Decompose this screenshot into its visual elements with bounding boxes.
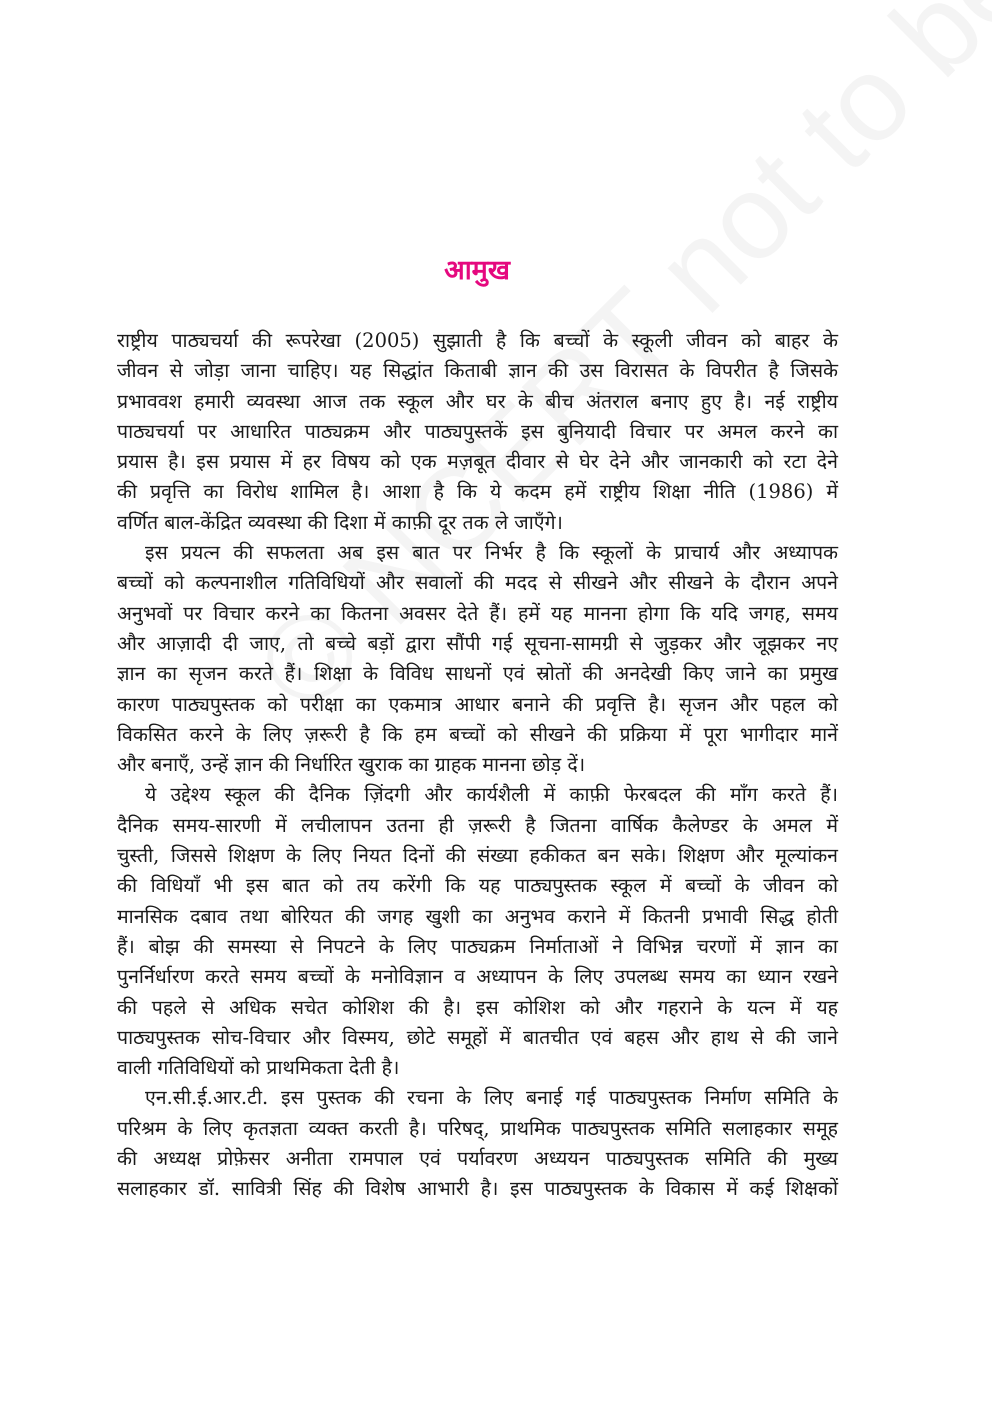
text-line: इस प्रयत्न की सफलता अब इस बात पर निर्भर है कि स्कूलों के प्राचार्य और अध्यापक [145,541,838,565]
document-body [117,326,838,1205]
text-line: वर्णित बाल-केंद्रित व्यवस्था की दिशा में काफ़ी दूर तक ले जाएँगे। [117,510,563,534]
text-line: की प्रवृत्ति का विरोध शामिल है। आशा है कि ये कदम हमें राष्ट्रीय शिक्षा नीति (1986) में [117,480,838,504]
text-line: एन.सी.ई.आर.टी. इस पुस्तक की रचना के लिए बनाई गई पाठ्यपुस्तक निर्माण समिति के [145,1086,838,1110]
text-line: राष्ट्रीय पाठ्यचर्या की रूपरेखा (2005) सुझाती है कि बच्चों के स्कूली जीवन को बाहर के [117,329,838,352]
text-line: पाठ्यपुस्तक सोच-विचार और विस्मय, छोटे समूहों में बातचीत एवं बहस और हाथ से की जाने [117,1025,838,1049]
paragraph [117,538,838,780]
text-line: हैं। बोझ की समस्या से निपटने के लिए पाठ्यक्रम निर्माताओं ने विभिन्न चरणों में ज्ञान का [117,934,838,958]
paragraph [117,326,838,538]
text-line: सलाहकार डॉ. सावित्री सिंह की विशेष आभारी है। इस पाठ्यपुस्तक के विकास में कई शिक्षकों [117,1177,838,1201]
text-line: प्रभाववश हमारी व्यवस्था आज तक स्कूल और घर के बीच अंतराल बनाए हुए है। नई राष्ट्रीय [117,389,838,413]
text-line: जीवन से जोड़ा जाना चाहिए। यह सिद्धांत किताबी ज्ञान की उस विरासत के विपरीत है जिसके [117,359,838,383]
text-line: अनुभवों पर विचार करने का कितना अवसर देते हैं। हमें यह मानना होगा कि यदि जगह, समय [117,601,838,625]
text-line: प्रयास है। इस प्रयास में हर विषय को एक मज़बूत दीवार से घेर देने और जानकारी को रटा देने [117,450,838,474]
text-line: की पहले से अधिक सचेत कोशिश की है। इस कोशिश को और गहराने के यत्न में यह [117,995,838,1019]
text-line: दैनिक समय-सारणी में लचीलापन उतना ही ज़रूरी है जितना वार्षिक कैलेण्डर के अमल में [117,813,838,837]
text-line: की अध्यक्ष प्रोफ़ेसर अनीता रामपाल एवं पर्यावरण अध्ययन पाठ्यपुस्तक समिति की मुख्य [117,1147,838,1171]
text-line: बच्चों को कल्पनाशील गतिविधियों और सवालों की मदद से सीखने और सीखने के दौरान अपने [117,571,838,595]
text-line: कारण पाठ्यपुस्तक को परीक्षा का एकमात्र आधार बनाने की प्रवृत्ति है। सृजन और पहल को [117,692,838,716]
text-line: परिश्रम के लिए कृतज्ञता व्यक्त करती है। परिषद्, प्राथमिक पाठ्यपुस्तक समिति सलाहकार समूह [117,1116,838,1140]
paragraph [117,780,838,1083]
text-line: ये उद्देश्य स्कूल की दैनिक ज़िंदगी और कार्यशैली में काफ़ी फेरबदल की माँग करते हैं। [145,783,838,807]
text-line: और बनाएँ, उन्हें ज्ञान की निर्धारित खुराक का ग्राहक मानना छोड़ दें। [117,753,586,777]
text-line: चुस्ती, जिससे शिक्षण के लिए नियत दिनों की संख्या हकीकत बन सके। शिक्षण और मूल्यांकन [117,844,838,868]
text-line: और आज़ादी दी जाए, तो बच्चे बड़ों द्वारा सौंपी गई सूचना-सामग्री से जुड़कर और जूझकर नए [117,631,838,655]
text-line: की विधियाँ भी इस बात को तय करेंगी कि यह पाठ्यपुस्तक स्कूल में बच्चों के जीवन को [117,874,838,898]
text-line: विकसित करने के लिए ज़रूरी है कि हम बच्चों को सीखने की प्रक्रिया में पूरा भागीदार मानें [117,722,838,746]
text-line: ज्ञान का सृजन करते हैं। शिक्षा के विविध साधनों एवं स्रोतों की अनदेखी किए जाने का प्रमुख [117,662,838,686]
text-line: पुनर्निर्धारण करते समय बच्चों के मनोविज्ञान व अध्यापन के लिए उपलब्ध समय का ध्यान रखने [117,965,838,989]
paragraph [117,1083,838,1204]
text-line: पाठ्यचर्या पर आधारित पाठ्यक्रम और पाठ्यपुस्तकें इस बुनियादी विचार पर अमल करने का [117,419,838,443]
page-title: आमुख [444,255,510,286]
text-line: मानसिक दबाव तथा बोरियत की जगह खुशी का अनुभव कराने में कितनी प्रभावी सिद्ध होती [117,904,838,928]
text-line: वाली गतिविधियों को प्राथमिकता देती है। [117,1056,400,1080]
